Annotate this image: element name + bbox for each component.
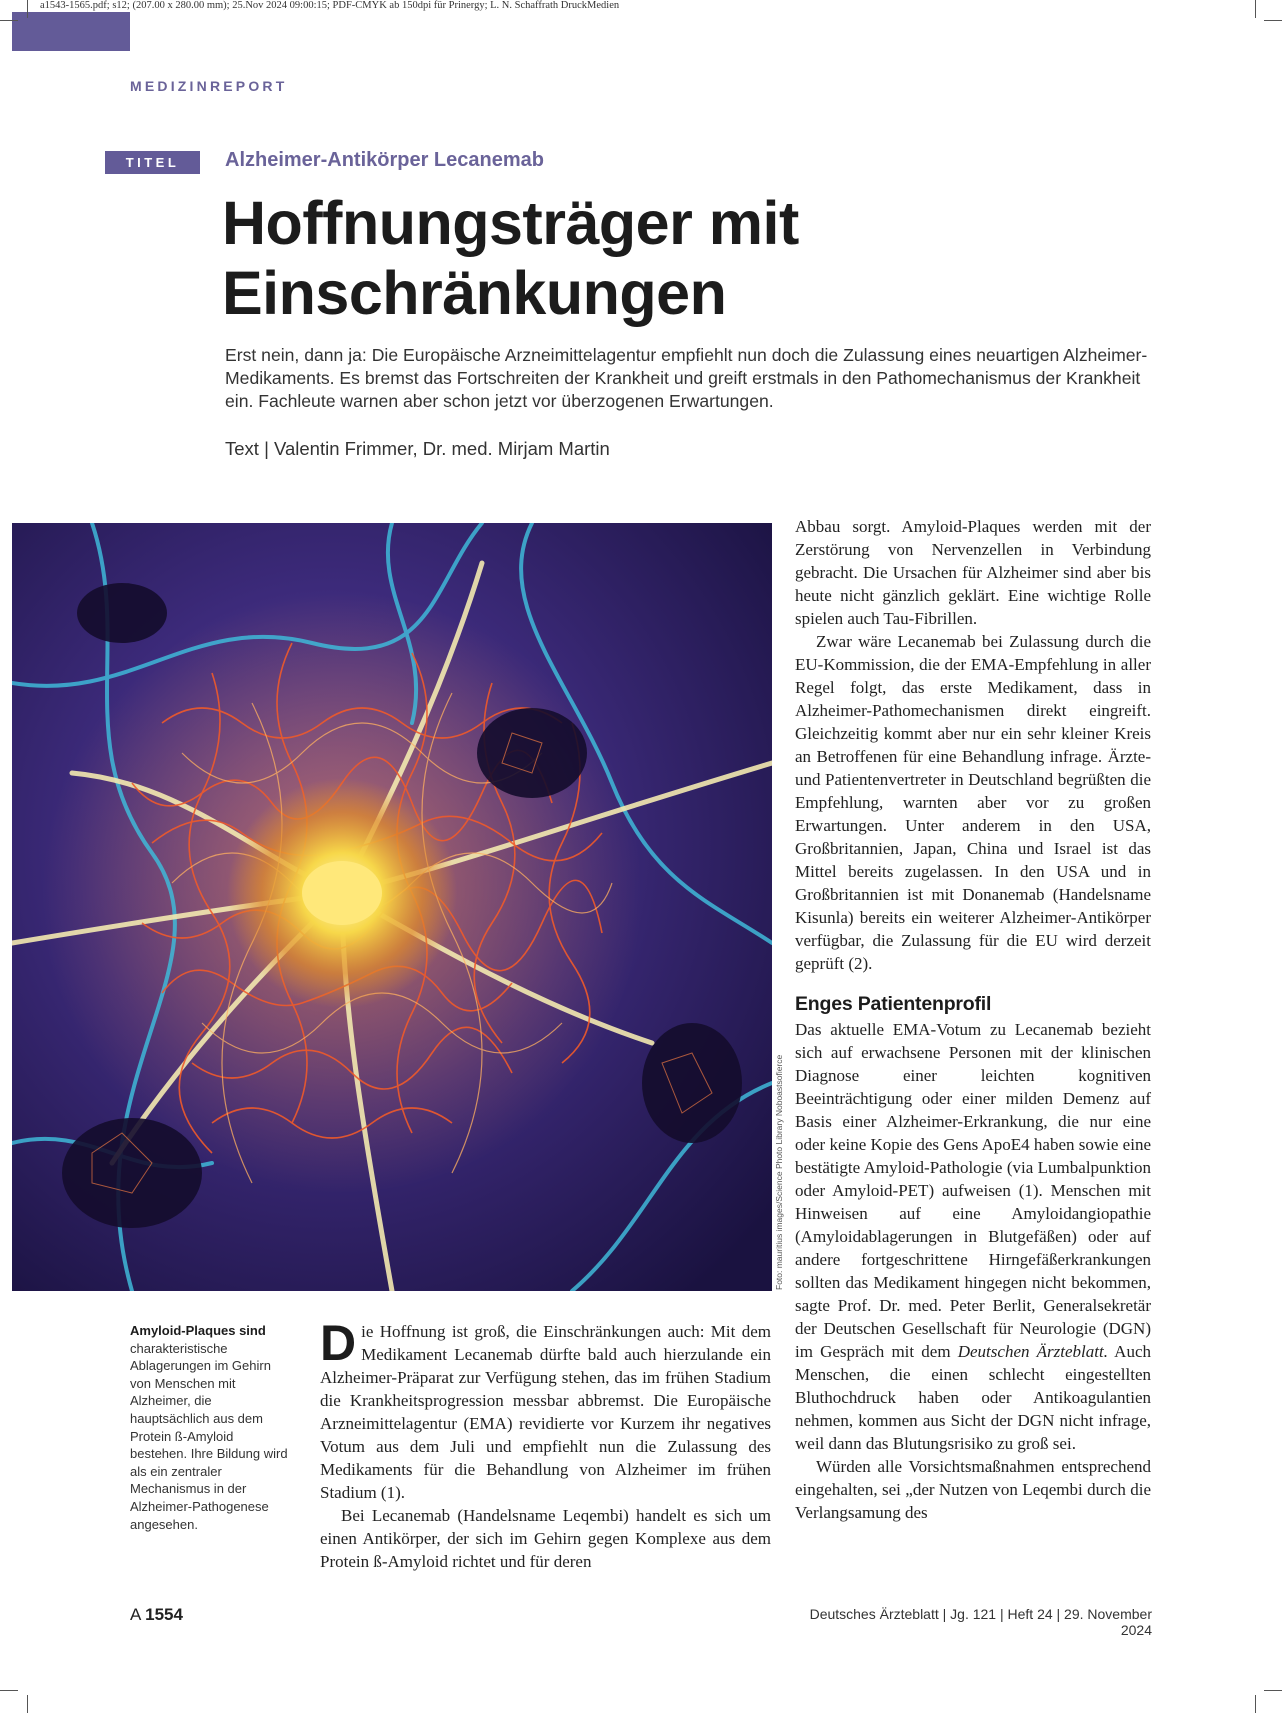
body-paragraph-2: Bei Lecanemab (Handelsname Leqembi) handelt es sich um einen Antikörper, der sich im Gehirn gegen Komplexe aus dem Protein ß-Amyloid richtet und für deren [320,1506,771,1571]
journal-citation: Deutsches Ärzteblatt | Jg. 121 | Heft 24 | 29. November 2024 [809,1606,1152,1638]
body-paragraph-2-continued: Abbau sorgt. Amyloid-Plaques werden mit der Zerstörung von Nervenzellen in Verbindung gebracht. Die Ursachen für Alzheimer sind aber bis heute nicht gänzlich geklärt. Eine wichtige Rolle spielen auch Tau-Fibrillen. [795,517,1151,628]
body-paragraph-4-part-1: Das aktuelle EMA-Votum zu Lecanemab bezieht sich auf erwachsene Personen mit der klinischen Diagnose einer leichten kognitiven Beeinträchtigung oder einer milden Demenz auf Basis einer Alzheimer-Erkrankung, die nur eine oder keine Kopie des Gens ApoE4 haben sowie eine bestätigte Amyloid-Pathologie (via Lumbalpunktion oder Amyloid-PET) aufweisen (1). Menschen mit Hinweisen auf eine Amyloidangiopathie (Amyloidablagerungen in Blutgefäßen) oder auf andere fortgeschrittene Hirngefäßerkrankungen sollten das Medikament hingegen nicht bekommen, sagte Prof. Dr. med. Peter Berlit, Generalsekretär der Deutschen Gesellschaft für Neurologie (DGN) im Gespräch mit dem [795,1020,1151,1361]
drop-cap: D [320,1315,357,1371]
crop-mark [1264,20,1282,21]
crop-mark [27,0,28,18]
page-prefix: A [130,1605,141,1624]
body-paragraph-1 [320,1315,771,1504]
body-paragraph-4 [795,1018,1151,1455]
titel-badge: TITEL [105,151,200,174]
print-info-line: a1543-1565.pdf; s12; (207.00 x 280.00 mm); 25.Nov 2024 09:00:15; PDF-CMYK ab 150dpi für Prinergy; L. N. Schaffrath DruckMedien [40,0,620,11]
crop-mark [0,20,18,21]
crop-mark [0,1690,18,1691]
crop-mark [27,1695,28,1713]
photo-credit-text: Foto: mauritius images/Science Photo Library Noboastsofierce [774,1054,784,1290]
image-caption [130,1322,290,1533]
caption-lead: Amyloid-Plaques sind [130,1323,266,1338]
neuron-illustration [12,523,772,1291]
section-color-bar [12,12,130,51]
body-column-right [795,515,1151,1524]
journal-name-italic: Deutschen Ärzteblatt. [957,1342,1108,1361]
headline [222,188,1182,328]
body-column-left [320,1315,771,1573]
body-paragraph-1-text: ie Hoffnung ist groß, die Einschränkungen auch: Mit dem Medikament Lecanemab dürfte bald auch hierzulande ein Alzheimer-Präparat zur Verfügung stehen, das im frühen Stadium die Krankheitsprogression messbar abbremst. Die Europäische Arzneimittelagentur (EMA) revidierte vor Kurzem ihr negatives Votum aus dem Juli und empfiehlt nun die Zulassung des Medikaments für die Behandlung von Alzheimer im frühen Stadium (1). [320,1322,771,1502]
subheading: Enges Patientenprofil [795,993,992,1015]
lead-paragraph: Erst nein, dann ja: Die Europäische Arzneimittelagentur empfiehlt nun doch die Zulassung eines neuartigen Alzheimer-Medikaments. Es bremst das Fortschreiten der Krankheit und greift erstmals in den Pathomechanismus der Krankheit ein. Fachleute warnen aber schon jetzt vor überzogenen Erwartungen. [225,345,1148,411]
photo-credit [774,1054,788,1290]
crop-mark [1264,1690,1282,1691]
crop-mark [1255,1695,1256,1713]
body-paragraph-3: Zwar wäre Lecanemab bei Zulassung durch die EU-Kommission, die der EMA-Empfehlung in aller Regel folgt, das erste Medikament, dass in Alzheimer-Pathomechanismen direkt eingreift. Gleichzeitig kommt aber nur ein sehr kleiner Kreis an Betroffenen für eine Behandlung infrage. Ärzte- und Patientenvertreter in Deutschland begrüßten die Empfehlung, warnten aber vor zu großen Erwartungen. Unter anderem in den USA, Großbritannien, Japan, China und Israel ist das Mittel bereits zugelassen. In den USA und in Großbritannien ist mit Donanemab (Handelsname Kisunla) bereits ein weiterer Alzheimer-Antikörper verfügbar, die Zulassung für die EU wird derzeit geprüft (2). [795,632,1151,973]
headline-line-2: Einschränkungen [222,259,727,327]
body-paragraph-5: Würden alle Vorsichtsmaßnahmen entsprechend eingehalten, sei „der Nutzen von Leqembi durch die Verlangsamung des [795,1457,1151,1522]
headline-line-1: Hoffnungsträger mit [222,189,799,257]
page-number-value: 1554 [145,1605,183,1624]
page-number [130,1605,183,1625]
crop-mark [1255,0,1256,18]
caption-text: charakteristische Ablagerungen im Gehirn von Menschen mit Alzheimer, die hauptsächlich aus dem Protein ß-Amyloid bestehen. Ihre Bildung wird als ein zentraler Mechanismus in der Alzheimer-Pathogenese angesehen. [130,1340,288,1532]
hero-image-neuron [12,523,772,1291]
byline: Text | Valentin Frimmer, Dr. med. Mirjam Martin [225,438,610,459]
body-paragraph-4-part-2: Auch Menschen, die einen schlecht eingestellten Bluthochdruck haben oder Antikoagulantien nehmen, kommen aus Sicht der DGN nicht infrage, weil dann das Blutungsrisiko zu groß sei. [795,1342,1151,1453]
section-label: MEDIZINREPORT [130,78,288,94]
kicker: Alzheimer-Antikörper Lecanemab [225,149,544,171]
